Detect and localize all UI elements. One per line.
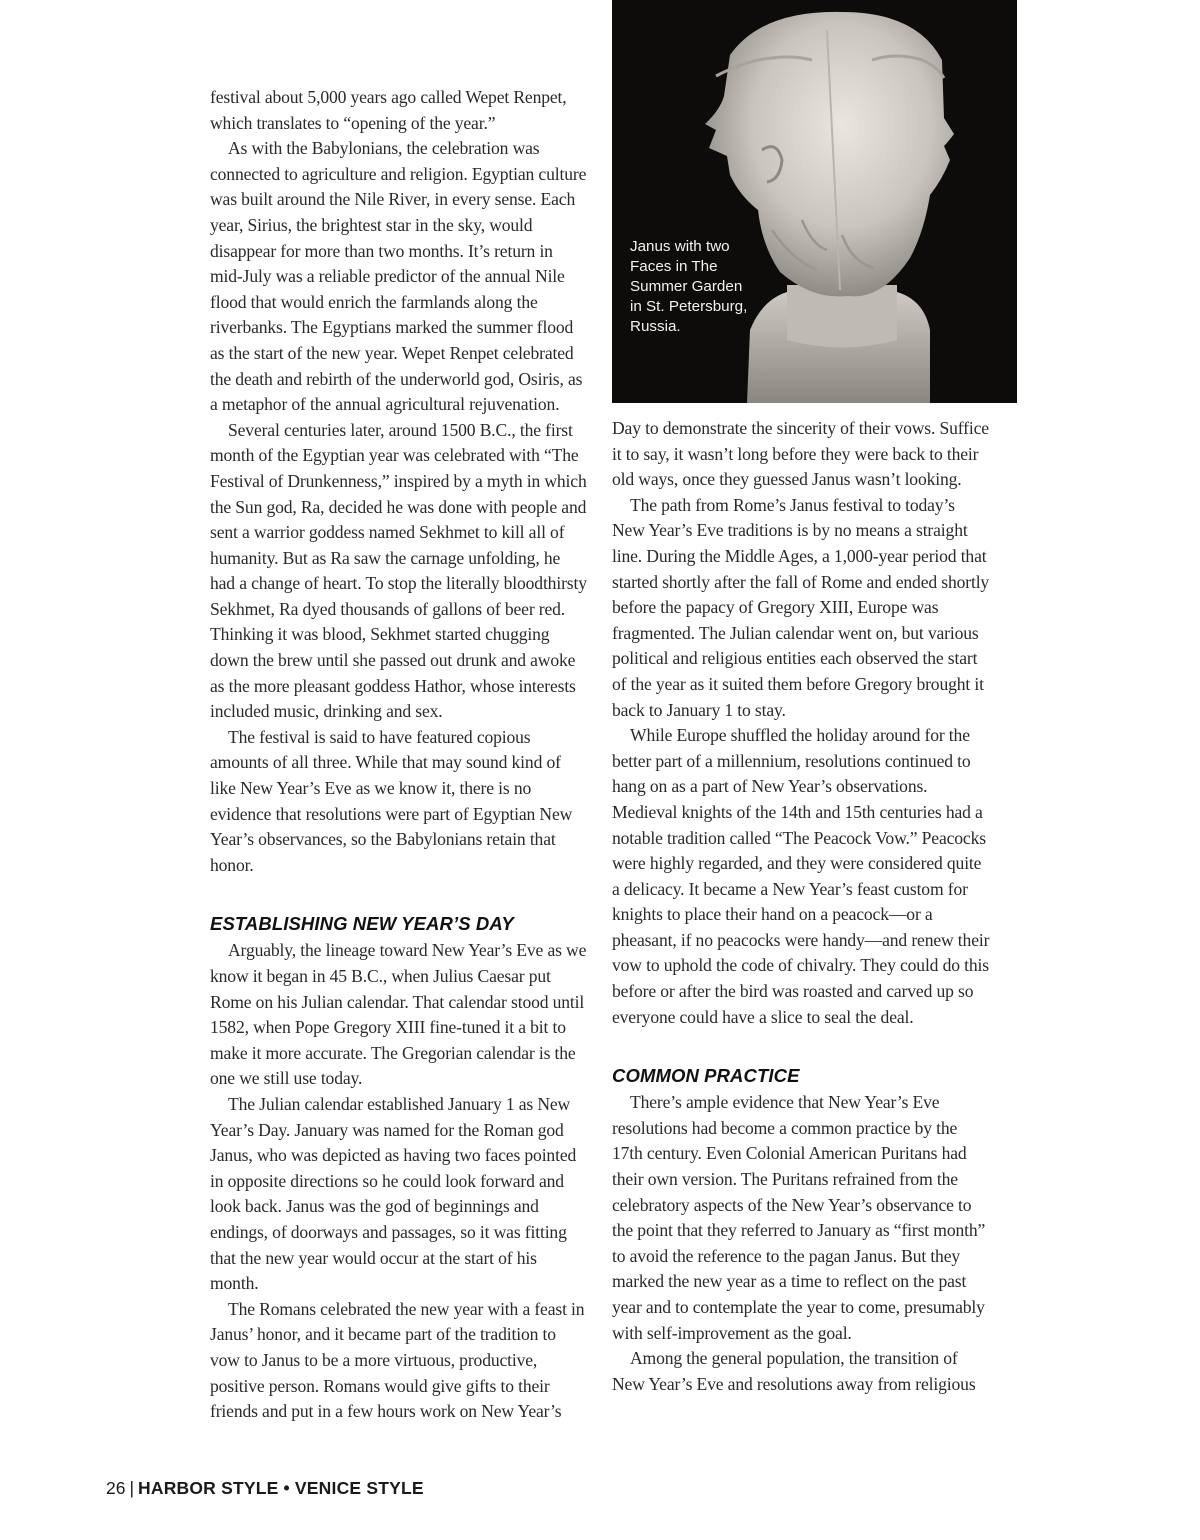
page-footer	[106, 1478, 424, 1499]
body-paragraph: The path from Rome’s Janus festival to today’s New Year’s Eve traditions is by no means a straight line. During the Middle Ages, a 1,000-year period that started shortly after the fall of Rome and ended shortly before the papacy of Gregory XIII, Europe was fragmented. The Julian calendar went on, but various political and religious entities each observed the start of the year as it suited them before Gregory brought it back to January 1 to stay.	[612, 494, 990, 720]
publication-name: HARBOR STYLE • VENICE STYLE	[138, 1478, 424, 1498]
body-paragraph: The Julian calendar established January 1 as New Year’s Day. January was named for the Roman god Janus, who was depicted as having two faces pointed in opposite directions so he could look forward and look back. Janus was the god of beginnings and endings, of doorways and passages, so it was fitting that the new year would occur at the start of his month.	[210, 1093, 577, 1294]
page-number: 26	[106, 1478, 126, 1498]
section-heading: ESTABLISHING NEW YEAR’S DAY	[210, 913, 514, 935]
body-paragraph: Day to demonstrate the sincerity of their vows. Suffice it to say, it wasn’t long before they were back to their old ways, once they guessed Janus wasn’t looking.	[612, 418, 989, 490]
body-paragraph: As with the Babylonians, the celebration was connected to agriculture and religion. Egyptian culture was built around the Nile River, in every sense. Each year, Sirius, the brightest star in the sky, would disappear for more than two months. It’s return in mid-July was a reliable predictor of the annual Nile flood that would enrich the farmlands along the riverbanks. The Egyptians marked the summer flood as the start of the new year. Wepet Renpet celebrated the death and rebirth of the underworld god, Osiris, as a metaphor of the annual agricultural rejuvenation.	[210, 138, 587, 415]
body-paragraph: The Romans celebrated the new year with a feast in Janus’ honor, and it became part of the tradition to vow to Janus to be a more virtuous, productive, positive person. Romans would give gifts to their friends and put in a few hours work on New Year’s	[210, 1298, 585, 1422]
body-paragraph: festival about 5,000 years ago called Wepet Renpet, which translates to “opening of the year.”	[210, 87, 567, 133]
janus-bust-image	[612, 0, 1017, 403]
body-paragraph: The festival is said to have featured copious amounts of all three. While that may sound kind of like New Year’s Eve as we know it, there is no evidence that resolutions were part of Egyptian New Year’s observances, so the Babylonians retain that honor.	[210, 726, 573, 875]
body-paragraph: While Europe shuffled the holiday around for the better part of a millennium, resolutions continued to hang on as a part of New Year’s observations. Medieval knights of the 14th and 15th centuries had a notable tradition called “The Peacock Vow.” Peacocks were highly regarded, and they were considered quite a delicacy. It became a New Year’s feast custom for knights to place their hand on a peacock—or a pheasant, if no peacocks were handy—and renew their vow to uphold the code of chivalry. They could do this before or after the bird was roasted and carved up so everyone could have a slice to seal the deal.	[612, 725, 990, 1027]
body-paragraph: Among the general population, the transition of New Year’s Eve and resolutions away from religious	[612, 1348, 976, 1394]
left-column	[210, 85, 588, 1425]
photo-caption: Janus with two Faces in The Summer Garden in St. Petersburg, Russia.	[630, 238, 748, 335]
footer-separator: |	[129, 1478, 135, 1498]
right-column	[612, 416, 990, 1397]
body-paragraph: Several centuries later, around 1500 B.C., the first month of the Egyptian year was celebrated with “The Festival of Drunkenness,” inspired by a myth in which the Sun god, Ra, decided he was done with people and sent a warrior goddess named Sekhmet to kill all of humanity. But as Ra saw the carnage unfolding, he had a change of heart. To stop the literally bloodthirsty Sekhmet, Ra dyed thousands of gallons of beer red. Thinking it was blood, Sekhmet started chugging down the brew until she passed out drunk and awoke as the more pleasant goddess Hathor, whose interests included music, drinking and sex.	[210, 419, 587, 722]
section-heading: COMMON PRACTICE	[612, 1065, 800, 1087]
body-paragraph: There’s ample evidence that New Year’s Eve resolutions had become a common practice by the 17th century. Even Colonial American Puritans had their own version. The Puritans refrained from the celebratory aspects of the New Year’s observance to the point that they referred to January as “first month” to avoid the reference to the pagan Janus. But they marked the new year as a time to reflect on the past year and to contemplate the year to come, presumably with self-improvement as the goal.	[612, 1092, 986, 1343]
janus-photo	[612, 0, 1017, 403]
body-paragraph: Arguably, the lineage toward New Year’s Eve as we know it began in 45 B.C., when Julius Caesar put Rome on his Julian calendar. That calendar stood until 1582, when Pope Gregory XIII fine-tuned it a bit to make it more accurate. The Gregorian calendar is the one we still use today.	[210, 940, 587, 1089]
